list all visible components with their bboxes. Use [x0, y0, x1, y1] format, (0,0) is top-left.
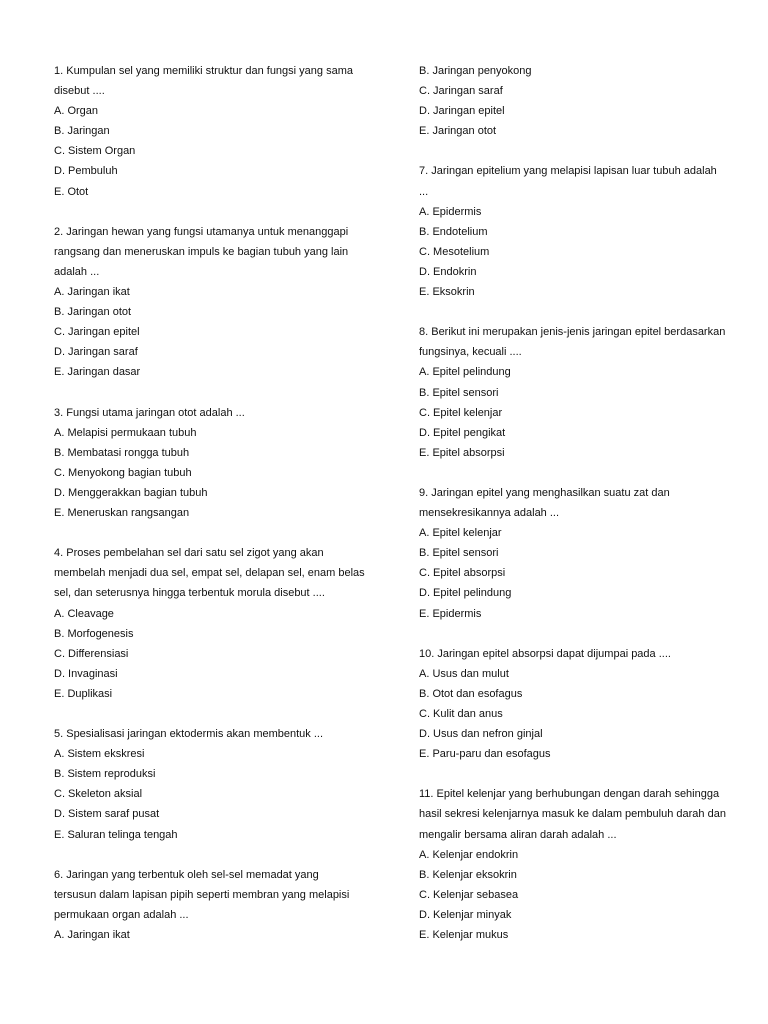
spacer	[419, 141, 749, 161]
question-9-option-b: B. Epitel sensori	[419, 547, 499, 560]
question-6-option-e: E. Jaringan otot	[419, 125, 497, 138]
question-9-option-a: A. Epitel kelenjar	[419, 527, 502, 540]
question-11-option-c: C. Kelenjar sebasea	[419, 888, 519, 901]
question-4-option-a: A. Cleavage	[54, 607, 114, 620]
question-5	[54, 724, 384, 845]
question-6-stem-line: tersusun dalam lapisan pipih seperti membran yang melapisi	[54, 888, 350, 901]
question-4-stem-line: sel, dan seterusnya hingga terbentuk morula disebut ....	[54, 587, 325, 600]
question-10-option-d: D. Usus dan nefron ginjal	[419, 728, 543, 741]
question-10-option-a: A. Usus dan mulut	[419, 667, 509, 680]
spacer	[54, 845, 384, 865]
question-9-option-c: C. Epitel absorpsi	[419, 567, 506, 580]
question-1-stem-line: 1. Kumpulan sel yang memiliki struktur dan fungsi yang sama	[54, 65, 353, 77]
question-9	[419, 483, 749, 624]
question-2-option-e: E. Jaringan dasar	[54, 366, 141, 379]
question-2-option-d: D. Jaringan saraf	[54, 346, 138, 359]
spacer	[419, 463, 749, 483]
question-8-option-b: B. Epitel sensori	[419, 386, 499, 399]
question-3-option-e: E. Meneruskan rangsangan	[54, 507, 190, 520]
question-7-stem-line: 7. Jaringan epitelium yang melapisi lapisan luar tubuh adalah	[419, 165, 717, 178]
question-3-stem-line: 3. Fungsi utama jaringan otot adalah ...	[54, 406, 245, 419]
question-8-option-d: D. Epitel pengikat	[419, 426, 506, 439]
question-10-stem-line: 10. Jaringan epitel absorpsi dapat dijumpai pada ....	[419, 647, 671, 660]
left-column	[54, 61, 384, 945]
question-5-stem-line: 5. Spesialisasi jaringan ektodermis akan membentuk ...	[54, 728, 324, 741]
spacer	[419, 764, 749, 784]
question-11-option-a: A. Kelenjar endokrin	[419, 848, 519, 861]
question-11-option-d: D. Kelenjar minyak	[419, 908, 512, 921]
question-4-option-d: D. Invaginasi	[54, 667, 118, 680]
question-8-option-c: C. Epitel kelenjar	[419, 406, 503, 419]
question-7-option-b: B. Endotelium	[419, 225, 488, 238]
spacer	[54, 523, 384, 543]
question-2-stem-line: rangsang dan meneruskan impuls ke bagian tubuh yang lain	[54, 245, 349, 258]
question-11-option-b: B. Kelenjar eksokrin	[419, 868, 517, 881]
question-6-continued	[419, 61, 749, 141]
question-7	[419, 161, 749, 302]
question-2-stem-line: 2. Jaringan hewan yang fungsi utamanya untuk menanggapi	[54, 225, 349, 238]
question-6-stem-line: 6. Jaringan yang terbentuk oleh sel-sel memadat yang	[54, 868, 319, 881]
question-4-stem-line: 4. Proses pembelahan sel dari satu sel zigot yang akan	[54, 547, 324, 560]
question-6-stem-line: permukaan organ adalah ...	[54, 908, 189, 921]
question-7-option-e: E. Eksokrin	[419, 286, 475, 299]
question-8-stem-line: fungsinya, kecuali ....	[419, 346, 522, 359]
question-7-option-a: A. Epidermis	[419, 205, 482, 218]
question-6	[54, 865, 384, 945]
question-8-option-a: A. Epitel pelindung	[419, 366, 511, 379]
question-2-option-a: A. Jaringan ikat	[54, 286, 130, 299]
question-5-option-a: A. Sistem ekskresi	[54, 748, 145, 761]
question-5-option-c: C. Skeleton aksial	[54, 788, 143, 801]
question-1-option-c: C. Sistem Organ	[54, 145, 136, 158]
question-8-option-e: E. Epitel absorpsi	[419, 446, 505, 459]
question-2-option-b: B. Jaringan otot	[54, 306, 132, 319]
question-9-option-d: D. Epitel pelindung	[419, 587, 512, 600]
question-4-option-e: E. Duplikasi	[54, 687, 113, 700]
question-9-stem-line: 9. Jaringan epitel yang menghasilkan suatu zat dan	[419, 486, 670, 499]
question-6-option-a: A. Jaringan ikat	[54, 929, 130, 942]
question-10-option-e: E. Paru-paru dan esofagus	[419, 748, 551, 761]
question-1-stem-line: disebut ....	[54, 85, 105, 98]
question-8	[419, 322, 749, 463]
spacer	[54, 383, 384, 403]
spacer	[54, 704, 384, 724]
question-2-option-c: C. Jaringan epitel	[54, 326, 140, 339]
question-6-option-d: D. Jaringan epitel	[419, 105, 505, 118]
spacer	[419, 624, 749, 644]
question-4-option-b: B. Morfogenesis	[54, 627, 134, 640]
question-3-option-a: A. Melapisi permukaan tubuh	[54, 426, 197, 439]
question-10-option-b: B. Otot dan esofagus	[419, 687, 523, 700]
question-2-stem-line: adalah ...	[54, 265, 100, 278]
question-6-option-c: C. Jaringan saraf	[419, 85, 503, 98]
question-6-option-b: B. Jaringan penyokong	[419, 65, 532, 77]
question-1-option-d: D. Pembuluh	[54, 165, 118, 178]
question-3-option-c: C. Menyokong bagian tubuh	[54, 466, 192, 479]
question-1-option-e: E. Otot	[54, 185, 89, 198]
question-5-option-e: E. Saluran telinga tengah	[54, 828, 178, 841]
question-1-option-b: B. Jaringan	[54, 125, 110, 138]
question-3-option-b: B. Membatasi rongga tubuh	[54, 446, 190, 459]
question-7-stem-line: ...	[419, 185, 429, 198]
question-11-stem-line: 11. Epitel kelenjar yang berhubungan dengan darah sehingga	[419, 788, 720, 801]
spacer	[54, 202, 384, 222]
question-11-stem-line: hasil sekresi kelenjarnya masuk ke dalam pembuluh darah dan	[419, 808, 726, 821]
question-5-option-b: B. Sistem reproduksi	[54, 768, 156, 781]
question-10-option-c: C. Kulit dan anus	[419, 708, 503, 720]
question-9-option-e: E. Epidermis	[419, 607, 482, 620]
question-3-option-d: D. Menggerakkan bagian tubuh	[54, 486, 208, 499]
question-2	[54, 222, 384, 383]
right-column	[419, 61, 749, 945]
question-1	[54, 61, 384, 202]
question-4	[54, 543, 384, 704]
question-4-stem-line: membelah menjadi dua sel, empat sel, delapan sel, enam belas	[54, 567, 365, 580]
question-9-stem-line: mensekresikannya adalah ...	[419, 507, 560, 520]
question-4-option-c: C. Differensiasi	[54, 647, 129, 660]
question-5-option-d: D. Sistem saraf pusat	[54, 808, 160, 821]
question-10	[419, 644, 749, 765]
question-3	[54, 403, 384, 524]
question-7-option-c: C. Mesotelium	[419, 245, 490, 258]
question-11-stem-line: mengalir bersama aliran darah adalah ...	[419, 828, 617, 841]
spacer	[419, 302, 749, 322]
question-1-option-a: A. Organ	[54, 105, 99, 118]
question-11	[419, 784, 749, 945]
question-11-option-e: E. Kelenjar mukus	[419, 929, 509, 942]
question-7-option-d: D. Endokrin	[419, 265, 477, 278]
question-8-stem-line: 8. Berikut ini merupakan jenis-jenis jaringan epitel berdasarkan	[419, 326, 726, 339]
